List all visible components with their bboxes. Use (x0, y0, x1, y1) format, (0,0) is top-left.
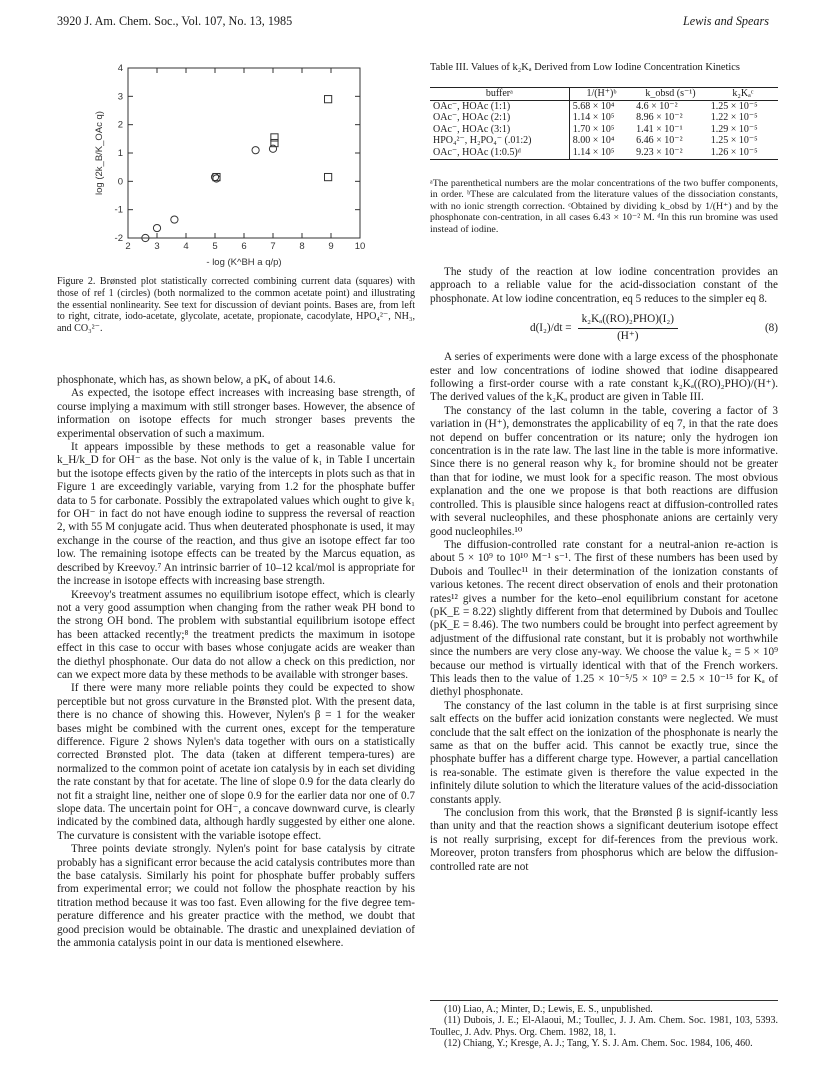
table-row (430, 100, 778, 112)
x-axis-label: - log (K^BH a q/p) (206, 257, 282, 268)
table-header-cell: k₂Kₐᶜ (732, 88, 754, 99)
paragraph: Kreevoy's treatment assumes no equilibrium isotope effect, which is clearly not a very good assumption when changing from the rather weak PH bond to the strong OH bond. The problem with substantial equilibrium isotope effect has been attacked recently;⁸ the treatment predicts the maximum in isotope effect in this case to occur with bases whose conjugate acids are weaker than the diethyl phosphonate. Our data do not allow a check on this prediction, nor can we expect more data by these methods to be available with stronger bases. (57, 588, 415, 681)
table-cell: 8.96 × 10⁻² (636, 112, 683, 124)
table-header-row (430, 88, 778, 101)
data-points (142, 96, 332, 242)
table-cell: 5.68 × 10⁴ (569, 100, 633, 112)
x-tick-label: 4 (183, 241, 189, 252)
square-point (325, 173, 332, 180)
table-title: Table III. Values of k₂Kₐ Derived from Low Iodine Concentration Kinetics (430, 62, 740, 73)
x-tick-label: 5 (212, 241, 218, 252)
table-row (430, 135, 778, 147)
y-tick-label: 3 (117, 91, 123, 103)
reference-item: (12) Chiang, Y.; Kresge, A. J.; Tang, Y. S. J. Am. Chem. Soc. 1984, 106, 460. (444, 1038, 753, 1050)
paragraph: As expected, the isotope effect increases with increasing base strength, of course implying a maximum with still stronger bases. However, the absence of information on isotope effects for much stronger bases prevents the experimental observation of such a maximum. (57, 387, 415, 440)
table-cell: HPO₄²⁻, H₂PO₄⁻ (.01:2) (433, 135, 532, 147)
paragraph: The constancy of the last column in the table, covering a factor of 3 variation in (H⁺), demonstrates the applicability of eq 7, in that the rate does not depend on buffer concentration or its nature; only the hydrogen ion concentration is in the rate law. The last line in the table is more informative. Since there is no general reason why k₂ for bromine should not be greater than that for iodine, we must look for a specific reason. The most obvious explanation and the one we propose is that both reactions are diffusion controlled. This is plausible since halogens react at diffusion-controlled rates with several nucleophiles, and these phosphonate anions are certainly very good nucleophiles.¹⁰ (430, 404, 778, 538)
y-tick-label: 0 (117, 176, 123, 188)
paragraph: phosphonate, which has, as shown below, a pKₐ of about 14.6. (57, 374, 336, 386)
running-header-right: Lewis and Spears (683, 14, 769, 28)
x-tick-label: 9 (328, 241, 334, 252)
y-tick-label: 4 (117, 63, 123, 74)
table-row (430, 112, 778, 124)
table-cell: 4.6 × 10⁻² (636, 100, 678, 112)
circle-point (252, 147, 259, 154)
table-header-cell: k_obsd (s⁻¹) (645, 88, 696, 99)
table-cell: 1.26 × 10⁻⁵ (710, 146, 758, 158)
y-tick-label: -2 (114, 233, 123, 244)
table-cell: 1.14 × 10⁵ (569, 147, 633, 159)
table-cell: OAc⁻, HOAc (1:0.5)ᵈ (433, 146, 521, 158)
table-footnotes: ᵃThe parenthetical numbers are the molar concentrations of the two buffer components, in order. ᵇThese are calculated from the literature values of the dissociation constants, with no ionic strength correction. ᶜObtained by dividing k_obsd by 1/(H⁺) and by the phosphonate con-centration, in all cases 6.43 × 10⁻² M. ᵈIn this run bromine was used instead of iodine. (430, 178, 778, 235)
table-cell: 1.41 × 10⁻¹ (636, 123, 683, 135)
right-column-body (430, 266, 778, 874)
x-tick-label: 10 (354, 241, 366, 252)
references (430, 1000, 778, 1050)
y-axis-label: log (2k_B/K_OAc q) (94, 111, 105, 195)
figure-caption: Figure 2. Brønsted plot statistically corrected combining current data (squares) with those of ref 1 (circles) (both normalized to the common acetate point) and illustrating the essential nonlinearity. See text for discussion of deviant points. Bases are, from left to right, citrate, iodo-acetate, glycolate, acetate, propionate, cacodylate, HPO₄²⁻, NH₃, and CO₃²⁻. (57, 276, 415, 335)
table-header-cell: bufferᵃ (485, 88, 513, 99)
table-cell: OAc⁻, HOAc (3:1) (433, 123, 511, 135)
left-column-body (57, 374, 415, 950)
paragraph: The diffusion-controlled rate constant for a neutral-anion re-action is about 5 × 10⁹ to 10¹⁰ M⁻¹ s⁻¹. The first of these numbers has been used by Dubois and Toullec¹¹ in their determination of the ionization constants of various ketones. The recent direct observation of enols and their protonation rates¹² gives a number for the keto–enol equilibrium constant for acetone (pK_E = 8.22) slightly different from that determined by Dubois and Toullec (pK_E = 8.46). The two numbers could be brought into perfect agreement by adjustment of the diffusional rate constant, but it is probably not worthwhile since the numbers are very close any-way. We choose the value k₂ = 5 × 10⁹ because our method is virtually identical with that of the French workers. This leads then to the value of 1.25 × 10⁻⁵/5 × 10⁹ = 2.5 × 10⁻¹⁵ for Kₐ of diethyl phosphonate. (430, 538, 778, 699)
table-iii (430, 87, 778, 160)
paragraph: It appears impossible by these methods to get a reasonable value for k_H/k_D for OH⁻ as the base. Not only is the value of k₁ in Table I uncertain but the isotope effects given by the ratio of the intercepts in plots such as that in Figure 1 are exceedingly variable, varying from 1.2 for the phosphate buffer data to 5 for carbonate. Possibly the extrapolated values which ought to give k₁ for OH⁻ in fact do not have enough iodine to suppress the reversal of reaction 2, with 55 M conjugate acid. Thus when deuterated phosphonate is used, it may exchange in the course of the reaction, and thus give an isotope effect far too low. The remaining isotope effects can be treated by the Marcus equation, as described by Kreevoy.⁷ An intrinsic barrier of 10–12 kcal/mol is appropriate for the increase in isotope effects with increasing base strength. (57, 441, 415, 588)
reference-item: (10) Liao, A.; Minter, D.; Lewis, E. S., unpublished. (444, 1004, 653, 1015)
equation-numerator: k₂Kₐ((RO)₂PHO)(I₂) (578, 313, 678, 328)
equation-number: (8) (764, 321, 778, 334)
circle-point (171, 216, 178, 223)
x-tick-label: 8 (299, 241, 305, 252)
equation-fraction (578, 313, 678, 343)
bronsted-plot (90, 60, 380, 270)
paragraph: The constancy of the last column in the table is at first surprising since salt effects on the buffer acid ionization constants were neglected. We must conclude that the salt effect on the ionization of the phosphonate is nearly the same as that on the buffer acid. This cannot be exactly true, since the phosphate buffer has a different charge type. However, a partial cancellation is rea-sonable. The estimate given is therefore the value expected in the infinitely dilute solution to which the literature values of the acid-dissociation constants apply. (430, 699, 778, 806)
running-header-left: 3920 J. Am. Chem. Soc., Vol. 107, No. 13, 1985 (57, 14, 293, 28)
square-point (325, 96, 332, 103)
y-tick-label: 1 (117, 148, 123, 159)
paragraph: A series of experiments were done with a large excess of the phosphonate ester and low concentrations of iodine showed that iodine disappeared following a first-order course with a rate constant k₂Kₐ((RO)₂PHO)/(H⁺). The derived values of the k₂Kₐ product are given in Table III. (430, 351, 778, 404)
paragraph: The study of the reaction at low iodine concentration provides an approach to a reliable value for the acid-dissociation constant of the phosphonate. At low iodine concentration, eq 5 reduces to the simpler eq 8. (430, 266, 778, 305)
x-tick-label: 3 (154, 241, 160, 252)
equation-8 (430, 307, 778, 349)
paragraph: If there were many more reliable points they could be expected to show perceptible but not gross curvature in the Brønsted plot. With the present data, there is no chance of showing this. However, Nylen's β = 1 for the weaker bases might be combined with the current ones, except for the temperature difference. Figure 2 shows Nylen's data together with ours on a statistically corrected Brønsted plot. The data (taken at different tempera-tures) are normalized to the common point of acetate ion catalysis by in each set dividing the rate constant by that for acetate. The line of slope 0.9 for the data clearly do not fit a straight line, neither one of slope 0.9 for the earlier data nor one of 0.7 slope data. The uncertain point for OH⁻, a concave downward curve, is clearly indicated by the combined data, although hardly suggested by either one alone. The curvature is consistent with the variable isotope effect. (57, 682, 415, 842)
x-tick-label: 2 (125, 241, 131, 252)
table-header-cell: 1/(H⁺)ᵇ (569, 88, 633, 101)
reference-item: (11) Dubois, J. E.; El-Alaoui, M.; Toullec, J. J. Am. Chem. Soc. 1981, 103, 5393. Toullec, J. Adv. Phys. Org. Chem. 1982, 18, 1. (430, 1015, 778, 1038)
table-row (430, 147, 778, 159)
table-cell: 8.00 × 10⁴ (569, 135, 633, 147)
table-cell: 1.14 × 10⁵ (569, 112, 633, 124)
y-tick-label: -1 (114, 204, 123, 216)
equation-denominator: (H⁺) (617, 329, 639, 342)
x-tick-label: 6 (241, 241, 247, 252)
paragraph: The conclusion from this work, that the Brønsted β is signif-icantly less than unity and that the reaction shows a significant deuterium isotope effect is not really surprising, except for dif-ferences from the previous work. Moreover, proton transfers from phosphorus which are below the diffusion-controlled rate are not (430, 807, 778, 873)
equation-lhs: d(I₂)/dt = (529, 321, 572, 334)
table-row (430, 124, 778, 136)
table-cell: 6.46 × 10⁻² (636, 135, 683, 147)
table-cell: 1.25 × 10⁻⁵ (710, 135, 758, 147)
y-tick-label: 2 (117, 119, 123, 131)
table-cell: 1.22 × 10⁻⁵ (710, 112, 758, 124)
table-cell: 1.29 × 10⁻⁵ (710, 123, 758, 135)
table-cell: OAc⁻, HOAc (2:1) (433, 112, 511, 124)
table-cell: 9.23 × 10⁻² (636, 146, 683, 158)
circle-point (153, 224, 160, 231)
right-paragraphs (430, 351, 778, 874)
table-body (430, 100, 778, 159)
table-cell: 1.25 × 10⁻⁵ (710, 100, 758, 112)
table-cell: OAc⁻, HOAc (1:1) (433, 100, 511, 112)
x-tick-label: 7 (270, 241, 276, 252)
y-ticks (115, 63, 360, 244)
plot-frame (128, 68, 360, 238)
table-cell: 1.70 × 10⁵ (569, 124, 633, 136)
paragraph: Three points deviate strongly. Nylen's point for base catalysis by citrate probably has a significant error because the acid catalysis contributes more than the base catalysis. Similarly his point for phosphate buffer probably suffers from experimental error; we could not follow the phosphate reaction by his titration method because it was too fast. Even allowing for the five degree tem-perature difference and his greater practice with the method, we doubt that good precision would be obtainable. The drastic and unexplained deviation of the ammonia catalysis point in our data is mentioned elsewhere. (57, 843, 415, 950)
